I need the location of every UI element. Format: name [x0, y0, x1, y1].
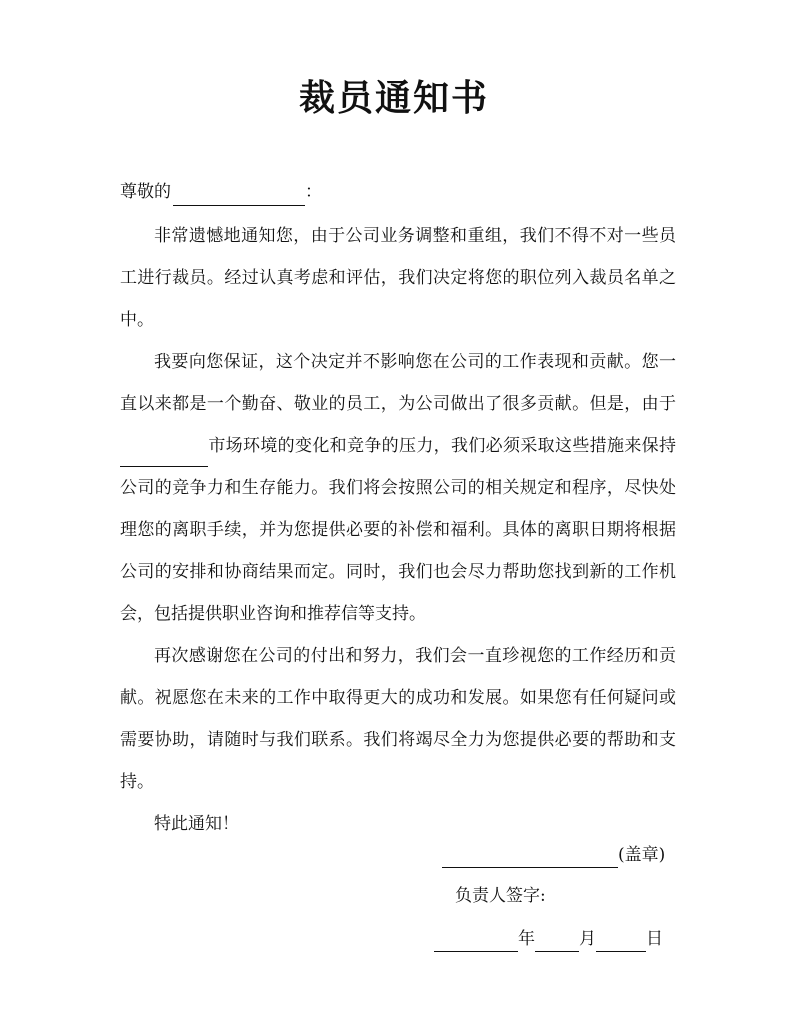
- paragraph-2-part-2: 市场环境的变化和竞争的压力，我们必须采取这些措施来保持公司的竞争力和生存能力。我们将会按照公司的相关规定和程序，尽快处理您的离职手续，并为您提供必要的补偿和福利。具体的离职日期将根据公司的安排和协商结果而定。同时，我们也会尽力帮助您找到新的工作机会，包括提供职业咨询和推荐信等支持。: [120, 436, 676, 624]
- month-blank[interactable]: [535, 931, 579, 952]
- reason-blank[interactable]: [120, 446, 208, 467]
- year-label: 年: [518, 929, 535, 949]
- day-blank[interactable]: [596, 931, 646, 952]
- company-seal-blank[interactable]: [442, 847, 618, 868]
- document-title: 裁员通知书: [298, 77, 489, 119]
- signature-line: [455, 883, 546, 909]
- paragraph-2-part-1: 我要向您保证，这个决定并不影响您在公司的工作表现和贡献。您一直以来都是一个勤奋、敬业的员工，为公司做出了很多贡献。但是，由于: [120, 352, 676, 414]
- paragraph-3: 再次感谢您在公司的付出和努力，我们会一直珍视您的工作经历和贡献。祝愿您在未来的工作中取得更大的成功和发展。如果您有任何疑问或需要协助，请随时与我们联系。我们将竭尽全力为您提供必要的帮助和支持。: [120, 646, 676, 792]
- date-line: [434, 926, 663, 952]
- seal-label: (盖章): [618, 845, 666, 865]
- paragraph-1: 非常遗憾地通知您，由于公司业务调整和重组，我们不得不对一些员工进行裁员。经过认真考虑和评估，我们决定将您的职位列入裁员名单之中。: [120, 226, 676, 330]
- salutation: [120, 178, 322, 206]
- recipient-name-blank[interactable]: [173, 185, 305, 206]
- year-blank[interactable]: [434, 931, 518, 952]
- seal-line: [442, 842, 665, 868]
- salutation-suffix: ：: [305, 182, 322, 202]
- salutation-prefix: 尊敬的: [120, 182, 171, 202]
- paragraph-4: 特此通知！: [154, 814, 239, 834]
- paragraph-2: [120, 341, 676, 635]
- signature-label: 负责人签字:: [455, 886, 546, 906]
- month-label: 月: [579, 929, 596, 949]
- day-label: 日: [646, 929, 663, 949]
- letter-body: [120, 215, 676, 845]
